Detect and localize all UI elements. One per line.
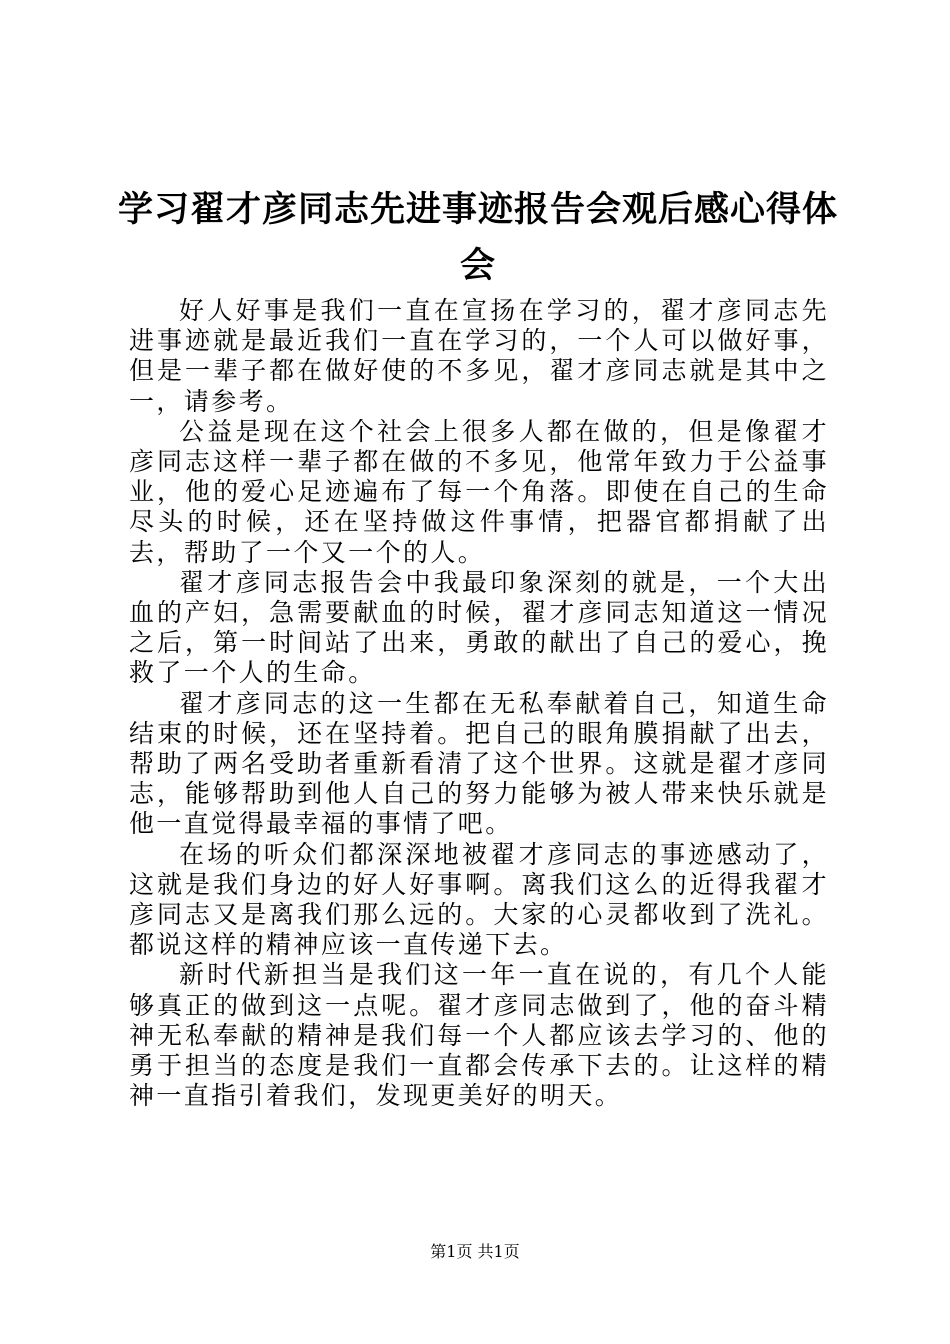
document-title: 学习翟才彦同志先进事迹报告会观后感心得体会: [118, 190, 839, 286]
paragraph-1: 好人好事是我们一直在宣扬在学习的，翟才彦同志先进事迹就是最近我们一直在学习的，一个人可以做好事，但是一辈子都在做好使的不多见，翟才彦同志就是其中之一，请参考。: [129, 296, 829, 416]
document-body: [129, 296, 829, 1111]
paragraph-6: 新时代新担当是我们这一年一直在说的，有几个人能够真正的做到这一点呢。翟才彦同志做到了，他的奋斗精神无私奉献的精神是我们每一个人都应该去学习的、他的勇于担当的态度是我们一直都会传承下去的。让这样的精神一直指引着我们，发现更美好的明天。: [129, 960, 829, 1111]
paragraph-3: 翟才彦同志报告会中我最印象深刻的就是，一个大出血的产妇，急需要献血的时候，翟才彦同志知道这一情况之后，第一时间站了出来，勇敢的献出了自己的爱心，挽救了一个人的生命。: [129, 567, 829, 688]
page-number-footer: 第1页 共1页: [430, 1242, 520, 1261]
paragraph-5: 在场的听众们都深深地被翟才彦同志的事迹感动了，这就是我们身边的好人好事啊。离我们这么的近得我翟才彦同志又是离我们那么远的。大家的心灵都收到了洗礼。都说这样的精神应该一直传递下去。: [129, 839, 829, 960]
paragraph-2: 公益是现在这个社会上很多人都在做的，但是像翟才彦同志这样一辈子都在做的不多见，他常年致力于公益事业，他的爱心足迹遍布了每一个角落。即使在自己的生命尽头的时候，还在坚持做这件事情，把器官都捐献了出去，帮助了一个又一个的人。: [129, 416, 829, 567]
paragraph-4: 翟才彦同志的这一生都在无私奉献着自己，知道生命结束的时候，还在坚持着。把自己的眼角膜捐献了出去，帮助了两名受助者重新看清了这个世界。这就是翟才彦同志，能够帮助到他人自己的努力能够为被人带来快乐就是他一直觉得最幸福的事情了吧。: [129, 688, 829, 839]
